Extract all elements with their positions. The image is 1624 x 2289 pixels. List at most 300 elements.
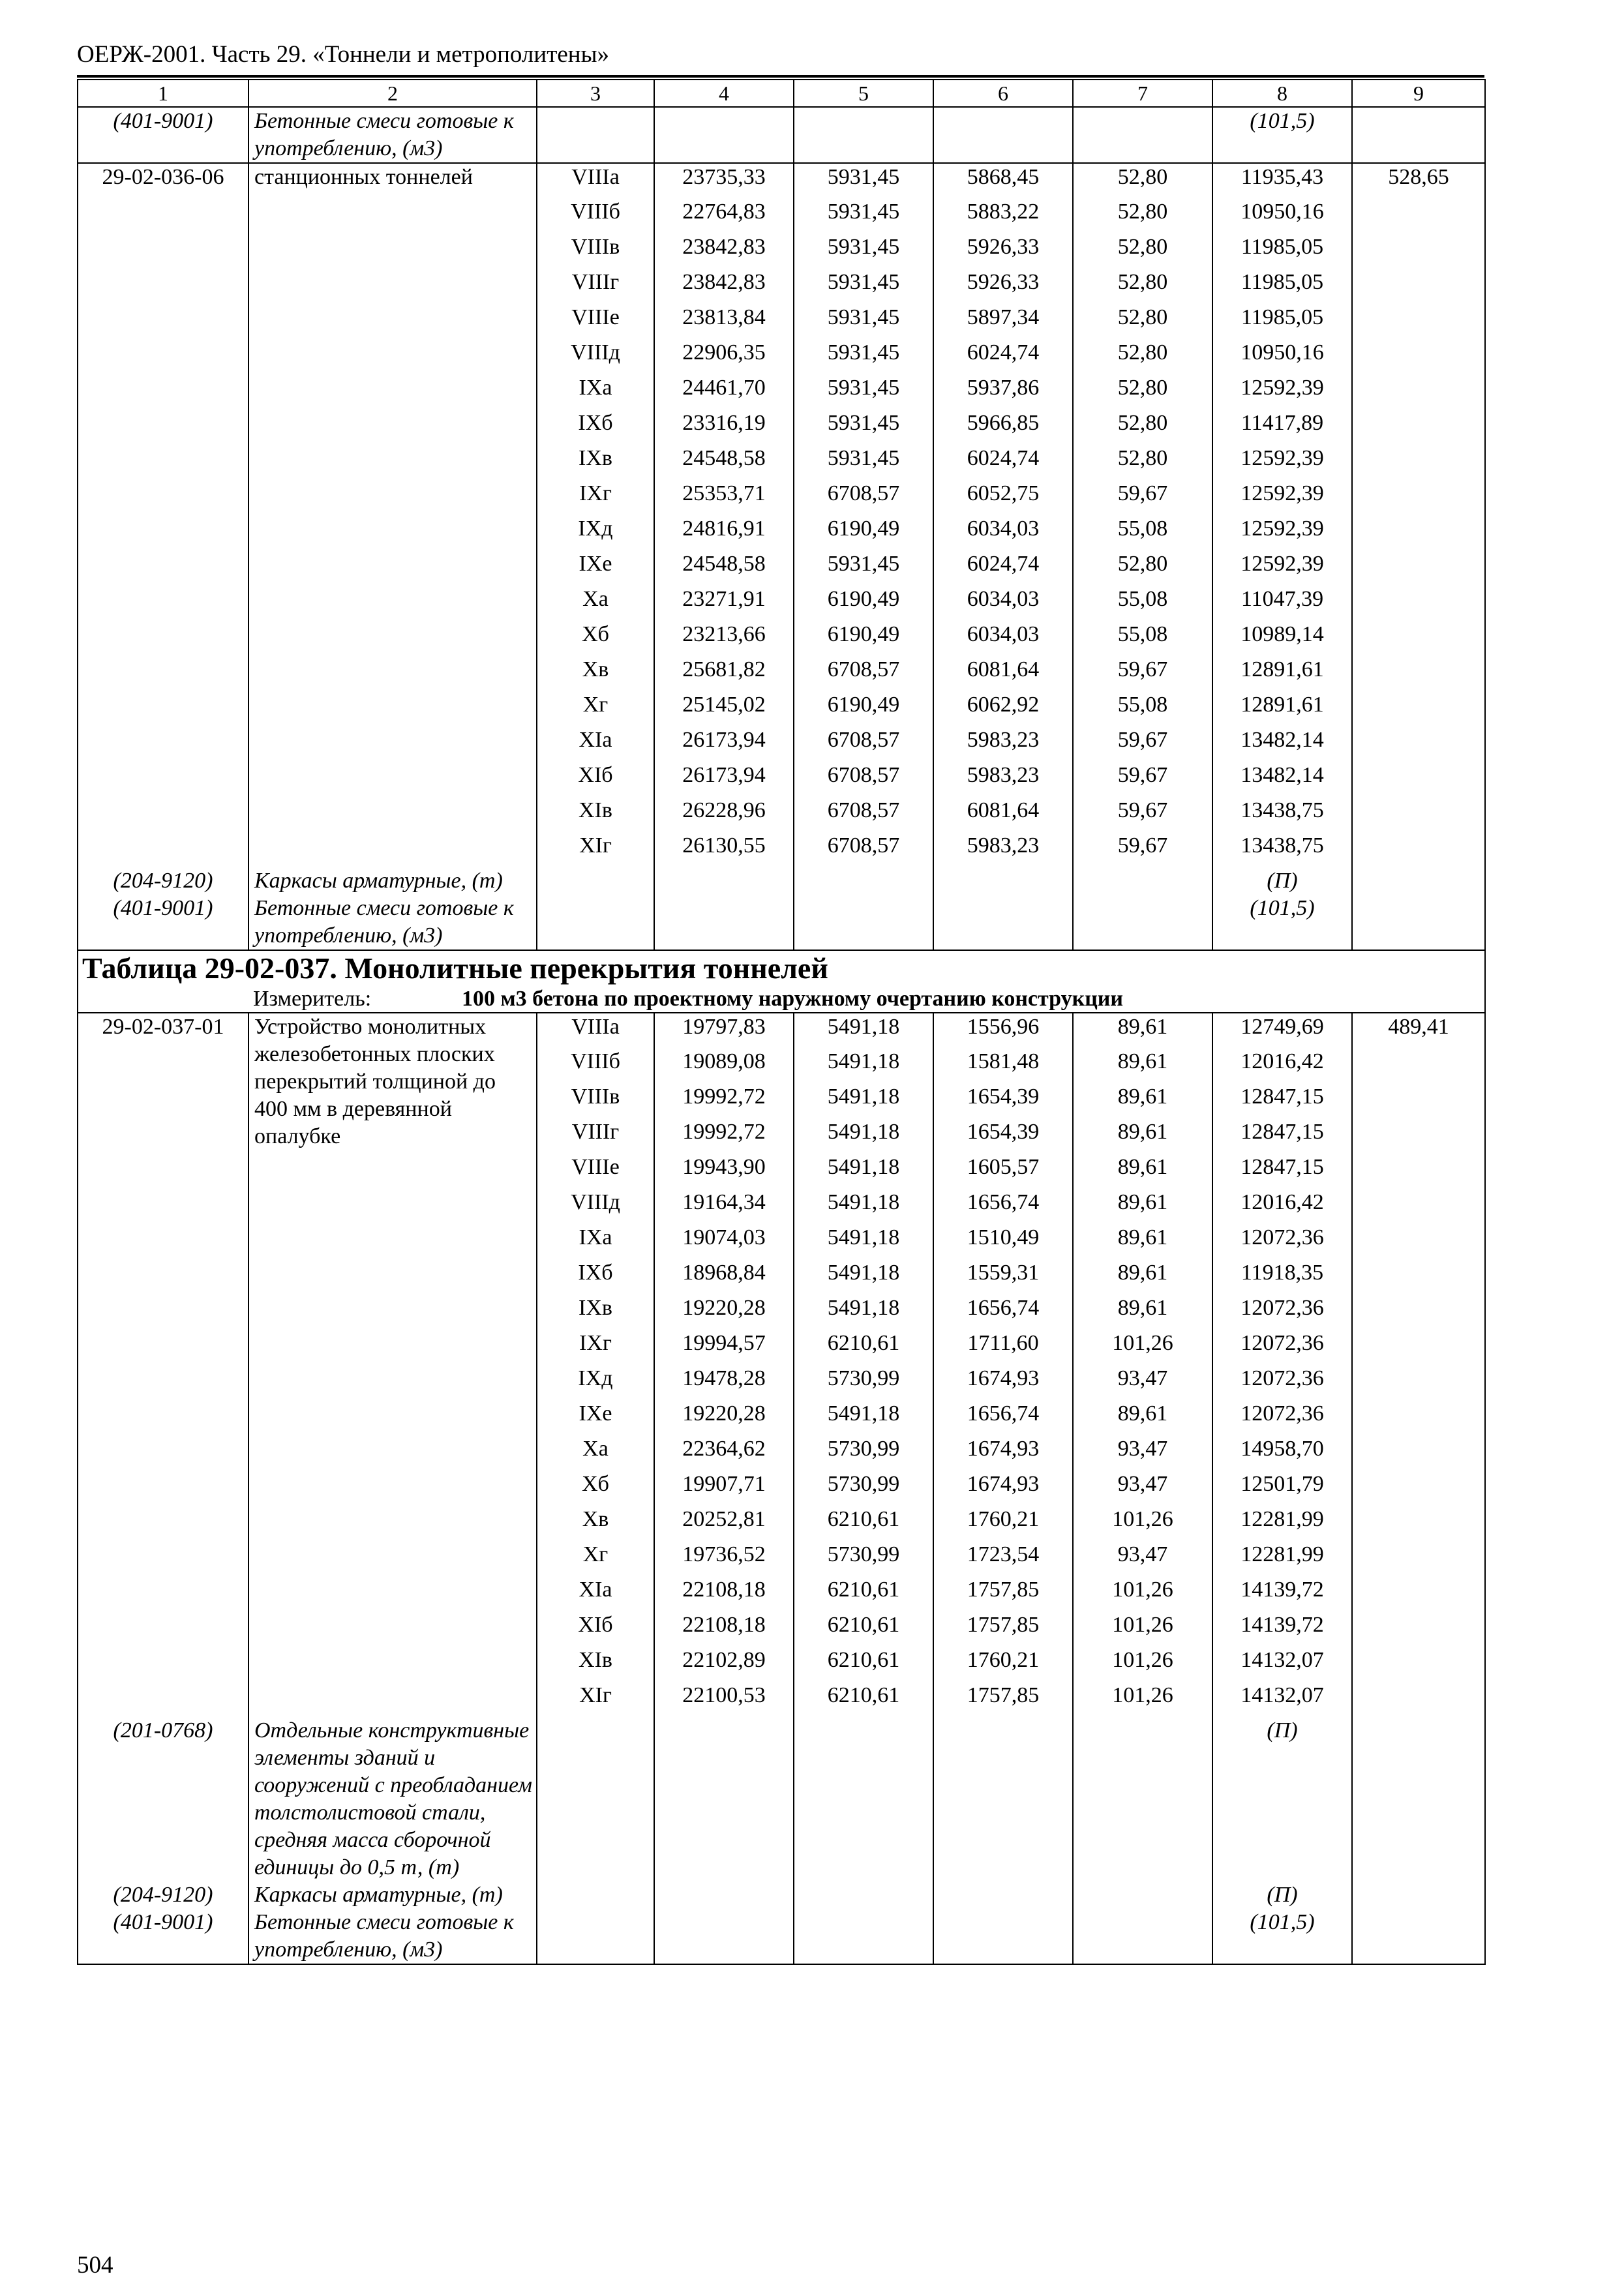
- column-header: 7: [1073, 80, 1212, 107]
- empty-cell: [654, 867, 794, 895]
- resource-name: Бетонные смеси готовые к употреблению, (м3): [248, 895, 537, 950]
- rate-value: 12891,61: [1212, 691, 1352, 726]
- rate-value: 19220,28: [654, 1400, 794, 1435]
- rate-value: 13438,75: [1212, 797, 1352, 832]
- climate-zone: IXд: [537, 1365, 654, 1400]
- rate-value: 23842,83: [654, 269, 794, 304]
- rate-value: 1556,96: [933, 1013, 1073, 1048]
- climate-zone: XIа: [537, 1576, 654, 1611]
- empty-cell: [794, 1909, 933, 1964]
- rate-value: 89,61: [1073, 1259, 1212, 1294]
- rate-value: 22108,18: [654, 1611, 794, 1647]
- rate-value: 12592,39: [1212, 374, 1352, 410]
- rate-value: 5966,85: [933, 410, 1073, 445]
- rate-value: 14132,07: [1212, 1682, 1352, 1717]
- rate-value: 5937,86: [933, 374, 1073, 410]
- resource-name: Бетонные смеси готовые к употреблению, (м3): [248, 1909, 537, 1964]
- rate-value: 6052,75: [933, 480, 1073, 515]
- rate-value: 11985,05: [1212, 233, 1352, 269]
- empty-cell: [654, 1909, 794, 1964]
- rate-value: 1656,74: [933, 1294, 1073, 1330]
- rate-value: 12592,39: [1212, 550, 1352, 586]
- climate-zone: VIIIб: [537, 1048, 654, 1083]
- rate-value: 19994,57: [654, 1330, 794, 1365]
- rate-value: 1605,57: [933, 1154, 1073, 1189]
- rate-value: 12016,42: [1212, 1189, 1352, 1224]
- rate-value: 89,61: [1073, 1400, 1212, 1435]
- resource-quantity: (П): [1212, 1881, 1352, 1909]
- climate-zone: XIа: [537, 726, 654, 762]
- rate-row: [78, 163, 1485, 198]
- empty-cell: [654, 1717, 794, 1881]
- rate-value: 6034,03: [933, 515, 1073, 550]
- rate-value: 1760,21: [933, 1647, 1073, 1682]
- column-header: 4: [654, 80, 794, 107]
- empty-cell: [1352, 895, 1485, 950]
- climate-zone: Xб: [537, 621, 654, 656]
- rate-value: 12072,36: [1212, 1400, 1352, 1435]
- rate-value: 22764,83: [654, 198, 794, 233]
- measure-value: 100 м3 бетона по проектному наружному очертанию конструкции: [462, 987, 1123, 1011]
- rate-value: 22100,53: [654, 1682, 794, 1717]
- header-rule: [77, 75, 1484, 78]
- resource-code: (204-9120): [78, 867, 248, 895]
- empty-cell: [1073, 1909, 1212, 1964]
- rate-value: 22102,89: [654, 1647, 794, 1682]
- resource-name: Каркасы арматурные, (т): [248, 867, 537, 895]
- rate-value: 1581,48: [933, 1048, 1073, 1083]
- rate-value: 6708,57: [794, 726, 933, 762]
- rate-value: 5730,99: [794, 1541, 933, 1576]
- climate-zone: Xб: [537, 1471, 654, 1506]
- rate-value: 22906,35: [654, 339, 794, 374]
- rate-value: 20252,81: [654, 1506, 794, 1541]
- rate-value: 10950,16: [1212, 198, 1352, 233]
- rate-value: 6210,61: [794, 1682, 933, 1717]
- rate-value: 1757,85: [933, 1611, 1073, 1647]
- climate-zone: IXа: [537, 1224, 654, 1259]
- rate-value: 59,67: [1073, 762, 1212, 797]
- climate-zone: XIб: [537, 762, 654, 797]
- rate-value: 5868,45: [933, 163, 1073, 198]
- rate-value: 6081,64: [933, 797, 1073, 832]
- rate-value: 6708,57: [794, 797, 933, 832]
- rate-value: 11417,89: [1212, 410, 1352, 445]
- rate-value: 55,08: [1073, 621, 1212, 656]
- rate-value: 23213,66: [654, 621, 794, 656]
- climate-zone: Xа: [537, 586, 654, 621]
- resource-quantity: (П): [1212, 867, 1352, 895]
- rate-value: 59,67: [1073, 726, 1212, 762]
- resource-row: [78, 1717, 1485, 1881]
- rate-value: 13438,75: [1212, 832, 1352, 867]
- rate-value: 6190,49: [794, 691, 933, 726]
- rate-value: 6024,74: [933, 550, 1073, 586]
- resource-code: (401-9001): [78, 1909, 248, 1964]
- rate-value: 18968,84: [654, 1259, 794, 1294]
- rate-col9: 528,65: [1352, 163, 1485, 867]
- rate-value: 25145,02: [654, 691, 794, 726]
- climate-zone: VIIIе: [537, 304, 654, 339]
- rate-value: 5931,45: [794, 339, 933, 374]
- rate-value: 52,80: [1073, 198, 1212, 233]
- rate-value: 89,61: [1073, 1083, 1212, 1118]
- rate-value: 6210,61: [794, 1506, 933, 1541]
- rate-value: 14139,72: [1212, 1576, 1352, 1611]
- rate-value: 14958,70: [1212, 1435, 1352, 1471]
- climate-zone: VIIIг: [537, 1118, 654, 1154]
- rate-value: 12847,15: [1212, 1083, 1352, 1118]
- empty-cell: [654, 107, 794, 163]
- rate-value: 6708,57: [794, 480, 933, 515]
- empty-cell: [794, 1717, 933, 1881]
- rate-value: 6210,61: [794, 1611, 933, 1647]
- rate-value: 11047,39: [1212, 586, 1352, 621]
- rate-value: 5931,45: [794, 445, 933, 480]
- rate-value: 11985,05: [1212, 304, 1352, 339]
- column-header: 9: [1352, 80, 1485, 107]
- page-number: 504: [77, 2252, 113, 2279]
- rate-value: 10950,16: [1212, 339, 1352, 374]
- rate-value: 5931,45: [794, 269, 933, 304]
- rate-value: 22364,62: [654, 1435, 794, 1471]
- rate-value: 89,61: [1073, 1048, 1212, 1083]
- rate-value: 89,61: [1073, 1013, 1212, 1048]
- running-header: ОЕРЖ-2001. Часть 29. «Тоннели и метрополитены»: [77, 41, 609, 68]
- rate-value: 89,61: [1073, 1154, 1212, 1189]
- empty-cell: [1073, 1717, 1212, 1881]
- rate-value: 12072,36: [1212, 1330, 1352, 1365]
- rate-value: 19736,52: [654, 1541, 794, 1576]
- rate-value: 26173,94: [654, 762, 794, 797]
- rate-value: 52,80: [1073, 269, 1212, 304]
- climate-zone: VIIIа: [537, 1013, 654, 1048]
- empty-cell: [537, 107, 654, 163]
- rate-value: 5491,18: [794, 1259, 933, 1294]
- empty-cell: [1352, 1717, 1485, 1881]
- empty-cell: [537, 895, 654, 950]
- empty-cell: [654, 895, 794, 950]
- rate-value: 26130,55: [654, 832, 794, 867]
- rate-value: 19907,71: [654, 1471, 794, 1506]
- climate-zone: IXв: [537, 445, 654, 480]
- rate-value: 5897,34: [933, 304, 1073, 339]
- rate-value: 12281,99: [1212, 1541, 1352, 1576]
- rate-value: 6190,49: [794, 515, 933, 550]
- resource-quantity: (П): [1212, 1717, 1352, 1881]
- rate-value: 6210,61: [794, 1576, 933, 1611]
- rate-value: 5926,33: [933, 233, 1073, 269]
- rate-value: 10989,14: [1212, 621, 1352, 656]
- empty-cell: [1073, 107, 1212, 163]
- rate-value: 12072,36: [1212, 1224, 1352, 1259]
- rate-value: 6062,92: [933, 691, 1073, 726]
- empty-cell: [1352, 1881, 1485, 1909]
- rate-value: 59,67: [1073, 480, 1212, 515]
- rate-value: 1674,93: [933, 1365, 1073, 1400]
- rate-value: 11935,43: [1212, 163, 1352, 198]
- resource-quantity: (101,5): [1212, 107, 1352, 163]
- climate-zone: IXа: [537, 374, 654, 410]
- rate-value: 12592,39: [1212, 480, 1352, 515]
- empty-cell: [654, 1881, 794, 1909]
- climate-zone: Xг: [537, 691, 654, 726]
- rate-col9: 489,41: [1352, 1013, 1485, 1717]
- rate-value: 23735,33: [654, 163, 794, 198]
- rate-value: 5931,45: [794, 410, 933, 445]
- rate-value: 5730,99: [794, 1471, 933, 1506]
- rate-value: 5491,18: [794, 1294, 933, 1330]
- climate-zone: IXг: [537, 480, 654, 515]
- empty-cell: [794, 107, 933, 163]
- rate-value: 25681,82: [654, 656, 794, 691]
- rate-value: 12072,36: [1212, 1294, 1352, 1330]
- empty-cell: [794, 867, 933, 895]
- climate-zone: VIIIв: [537, 1083, 654, 1118]
- rate-value: 5491,18: [794, 1083, 933, 1118]
- column-header: 5: [794, 80, 933, 107]
- rate-value: 19478,28: [654, 1365, 794, 1400]
- rate-value: 5931,45: [794, 304, 933, 339]
- rate-value: 19164,34: [654, 1189, 794, 1224]
- rate-value: 1674,93: [933, 1435, 1073, 1471]
- resource-code: (401-9001): [78, 895, 248, 950]
- rate-value: 5926,33: [933, 269, 1073, 304]
- rate-value: 89,61: [1073, 1224, 1212, 1259]
- rate-value: 1654,39: [933, 1118, 1073, 1154]
- empty-cell: [933, 895, 1073, 950]
- rate-value: 11918,35: [1212, 1259, 1352, 1294]
- rate-value: 5931,45: [794, 550, 933, 586]
- rate-value: 1723,54: [933, 1541, 1073, 1576]
- rate-name: Устройство монолитных железобетонных плоских перекрытий толщиной до 400 мм в деревянной опалубке: [248, 1013, 537, 1717]
- rate-value: 6210,61: [794, 1647, 933, 1682]
- rate-value: 6190,49: [794, 586, 933, 621]
- rate-value: 19992,72: [654, 1083, 794, 1118]
- climate-zone: XIв: [537, 797, 654, 832]
- rate-value: 6708,57: [794, 832, 933, 867]
- rate-value: 12592,39: [1212, 515, 1352, 550]
- climate-zone: Xв: [537, 656, 654, 691]
- resource-quantity: (101,5): [1212, 895, 1352, 950]
- rate-value: 52,80: [1073, 233, 1212, 269]
- rate-value: 52,80: [1073, 304, 1212, 339]
- rate-value: 5491,18: [794, 1224, 933, 1259]
- climate-zone: VIIIд: [537, 1189, 654, 1224]
- empty-cell: [933, 1881, 1073, 1909]
- climate-zone: IXб: [537, 410, 654, 445]
- rate-value: 23813,84: [654, 304, 794, 339]
- column-header: 8: [1212, 80, 1352, 107]
- rate-value: 23316,19: [654, 410, 794, 445]
- climate-zone: VIIIб: [537, 198, 654, 233]
- rate-value: 23271,91: [654, 586, 794, 621]
- rate-value: 23842,83: [654, 233, 794, 269]
- rate-row: [78, 1013, 1485, 1048]
- rate-value: 5491,18: [794, 1048, 933, 1083]
- rate-value: 1674,93: [933, 1471, 1073, 1506]
- rate-value: 101,26: [1073, 1647, 1212, 1682]
- rate-value: 12749,69: [1212, 1013, 1352, 1048]
- empty-cell: [537, 1909, 654, 1964]
- rate-value: 59,67: [1073, 797, 1212, 832]
- rate-value: 26228,96: [654, 797, 794, 832]
- empty-cell: [1352, 867, 1485, 895]
- rate-value: 52,80: [1073, 445, 1212, 480]
- rate-value: 19220,28: [654, 1294, 794, 1330]
- rate-value: 5983,23: [933, 762, 1073, 797]
- rate-value: 52,80: [1073, 163, 1212, 198]
- climate-zone: XIв: [537, 1647, 654, 1682]
- rate-value: 5983,23: [933, 726, 1073, 762]
- rate-value: 93,47: [1073, 1365, 1212, 1400]
- climate-zone: XIг: [537, 832, 654, 867]
- rate-value: 101,26: [1073, 1611, 1212, 1647]
- rate-value: 89,61: [1073, 1118, 1212, 1154]
- empty-cell: [933, 1717, 1073, 1881]
- rates-table: [77, 79, 1486, 1965]
- resource-row: [78, 107, 1485, 163]
- rate-value: 6190,49: [794, 621, 933, 656]
- resource-name: Каркасы арматурные, (т): [248, 1881, 537, 1909]
- rate-value: 101,26: [1073, 1576, 1212, 1611]
- rate-value: 5491,18: [794, 1013, 933, 1048]
- rate-value: 1757,85: [933, 1682, 1073, 1717]
- rate-value: 12281,99: [1212, 1506, 1352, 1541]
- rate-value: 93,47: [1073, 1541, 1212, 1576]
- rate-value: 24461,70: [654, 374, 794, 410]
- rate-value: 5931,45: [794, 233, 933, 269]
- rate-value: 24548,58: [654, 550, 794, 586]
- rate-value: 55,08: [1073, 586, 1212, 621]
- rate-value: 52,80: [1073, 410, 1212, 445]
- rate-value: 19797,83: [654, 1013, 794, 1048]
- rate-value: 13482,14: [1212, 726, 1352, 762]
- rate-value: 55,08: [1073, 691, 1212, 726]
- rate-value: 1656,74: [933, 1189, 1073, 1224]
- resource-row: [78, 895, 1485, 950]
- rate-code: 29-02-036-06: [78, 163, 248, 867]
- rate-value: 101,26: [1073, 1506, 1212, 1541]
- rate-value: 11985,05: [1212, 269, 1352, 304]
- rate-value: 59,67: [1073, 656, 1212, 691]
- climate-zone: VIIIг: [537, 269, 654, 304]
- rate-value: 1656,74: [933, 1400, 1073, 1435]
- empty-cell: [1352, 1909, 1485, 1964]
- rate-value: 5931,45: [794, 198, 933, 233]
- resource-name: Бетонные смеси готовые к употреблению, (м3): [248, 107, 537, 163]
- resource-code: (204-9120): [78, 1881, 248, 1909]
- empty-cell: [1073, 867, 1212, 895]
- resource-code: (201-0768): [78, 1717, 248, 1881]
- empty-cell: [1073, 1881, 1212, 1909]
- rate-value: 52,80: [1073, 550, 1212, 586]
- rate-value: 1757,85: [933, 1576, 1073, 1611]
- rate-value: 1510,49: [933, 1224, 1073, 1259]
- rate-value: 12501,79: [1212, 1471, 1352, 1506]
- rate-value: 26173,94: [654, 726, 794, 762]
- resource-row: [78, 867, 1485, 895]
- rate-value: 25353,71: [654, 480, 794, 515]
- rate-code: 29-02-037-01: [78, 1013, 248, 1717]
- rate-value: 1654,39: [933, 1083, 1073, 1118]
- rate-value: 1760,21: [933, 1506, 1073, 1541]
- column-header: 2: [248, 80, 537, 107]
- rate-value: 1559,31: [933, 1259, 1073, 1294]
- rate-value: 6708,57: [794, 656, 933, 691]
- rate-value: 5730,99: [794, 1365, 933, 1400]
- rate-value: 52,80: [1073, 339, 1212, 374]
- rate-value: 14139,72: [1212, 1611, 1352, 1647]
- rate-value: 19074,03: [654, 1224, 794, 1259]
- rate-value: 52,80: [1073, 374, 1212, 410]
- rate-value: 5730,99: [794, 1435, 933, 1471]
- climate-zone: XIг: [537, 1682, 654, 1717]
- rate-value: 12592,39: [1212, 445, 1352, 480]
- rate-value: 12072,36: [1212, 1365, 1352, 1400]
- column-header-row: [78, 80, 1485, 107]
- rate-value: 24548,58: [654, 445, 794, 480]
- rate-value: 6210,61: [794, 1330, 933, 1365]
- climate-zone: VIIIа: [537, 163, 654, 198]
- rate-value: 6024,74: [933, 339, 1073, 374]
- rate-value: 89,61: [1073, 1294, 1212, 1330]
- rate-value: 6034,03: [933, 621, 1073, 656]
- column-header: 1: [78, 80, 248, 107]
- rate-value: 12847,15: [1212, 1118, 1352, 1154]
- empty-cell: [1352, 107, 1485, 163]
- rate-value: 101,26: [1073, 1682, 1212, 1717]
- rate-value: 1711,60: [933, 1330, 1073, 1365]
- rate-value: 93,47: [1073, 1435, 1212, 1471]
- column-header: 6: [933, 80, 1073, 107]
- rate-value: 13482,14: [1212, 762, 1352, 797]
- climate-zone: VIIIв: [537, 233, 654, 269]
- climate-zone: IXе: [537, 1400, 654, 1435]
- rate-value: 59,67: [1073, 832, 1212, 867]
- rate-value: 6708,57: [794, 762, 933, 797]
- table-title: Таблица 29-02-037. Монолитные перекрытия тоннелей: [82, 951, 828, 985]
- rate-value: 22108,18: [654, 1576, 794, 1611]
- rate-value: 5491,18: [794, 1154, 933, 1189]
- rate-value: 5931,45: [794, 374, 933, 410]
- rate-value: 5491,18: [794, 1189, 933, 1224]
- rate-value: 19943,90: [654, 1154, 794, 1189]
- rate-name: станционных тоннелей: [248, 163, 537, 867]
- climate-zone: IXв: [537, 1294, 654, 1330]
- empty-cell: [933, 107, 1073, 163]
- rate-value: 14132,07: [1212, 1647, 1352, 1682]
- rate-value: 5983,23: [933, 832, 1073, 867]
- empty-cell: [933, 867, 1073, 895]
- climate-zone: XIб: [537, 1611, 654, 1647]
- climate-zone: VIIIе: [537, 1154, 654, 1189]
- climate-zone: IXг: [537, 1330, 654, 1365]
- empty-cell: [537, 1717, 654, 1881]
- rate-value: 19089,08: [654, 1048, 794, 1083]
- resource-code: (401-9001): [78, 107, 248, 163]
- resource-row: [78, 1881, 1485, 1909]
- rate-value: 5931,45: [794, 163, 933, 198]
- empty-cell: [537, 867, 654, 895]
- rate-value: 6024,74: [933, 445, 1073, 480]
- rate-value: 24816,91: [654, 515, 794, 550]
- rate-value: 19992,72: [654, 1118, 794, 1154]
- table-title-row: [78, 950, 1485, 1013]
- empty-cell: [1073, 895, 1212, 950]
- rate-value: 93,47: [1073, 1471, 1212, 1506]
- rate-value: 55,08: [1073, 515, 1212, 550]
